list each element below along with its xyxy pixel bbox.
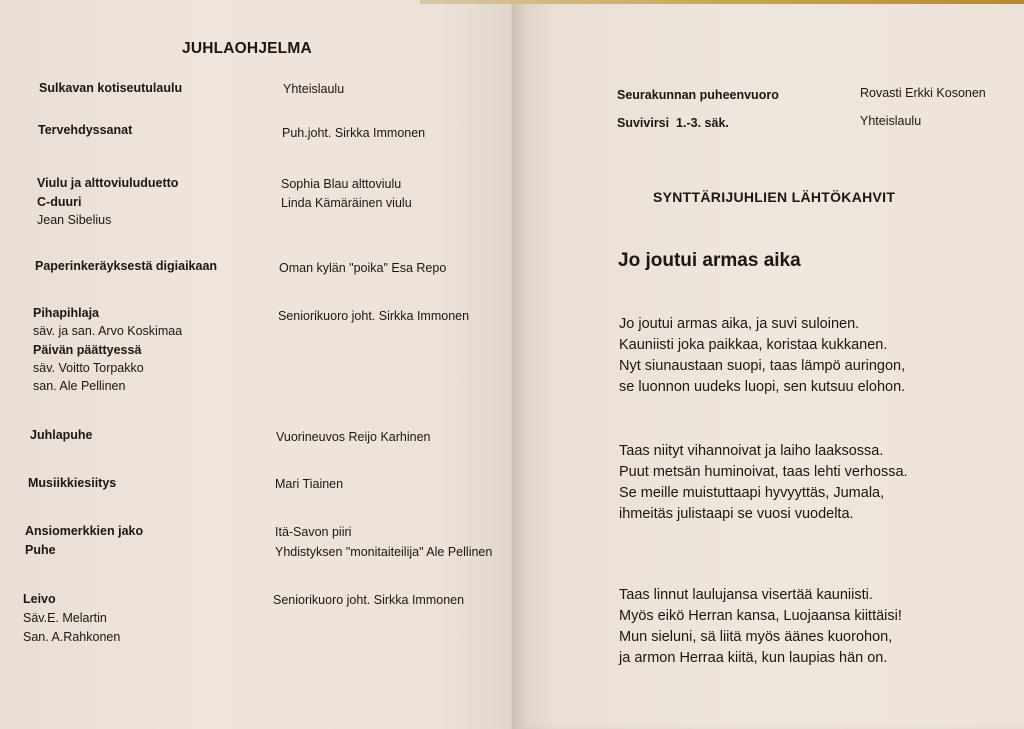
song-title: Jo joutui armas aika — [618, 250, 801, 271]
verse-line: ja armon Herraa kiitä, kun laupias hän on. — [619, 650, 888, 666]
program-item-name: Juhlapuhe — [30, 428, 93, 442]
program-item-name: Pihapihlaja — [33, 306, 99, 320]
program-item-name: Suvivirsi 1.-3. säk. — [617, 116, 729, 130]
program-item-name: Tervehdyssanat — [38, 123, 133, 137]
program-item-sub: san. Ale Pellinen — [33, 379, 126, 393]
program-item-performer: Vuorineuvos Reijo Karhinen — [276, 430, 431, 444]
program-item-name: Musiikkiesiitys — [28, 476, 117, 490]
verse-line: Kauniisti joka paikkaa, koristaa kukkanen. — [619, 337, 888, 353]
song-verse — [619, 441, 908, 525]
program-item-performer: Seniorikuoro joht. Sirkka Immonen — [278, 309, 470, 323]
program-item-performer: Itä-Savon piiri — [275, 525, 352, 539]
coffee-subtitle: SYNTTÄRIJUHLIEN LÄHTÖKAHVIT — [653, 189, 896, 205]
verse-line: Jo joutui armas aika, ja suvi suloinen. — [619, 316, 860, 332]
background-edge — [420, 0, 1024, 4]
verse-line: se luonnon uudeks luopi, sen kutsuu elohon. — [619, 379, 906, 395]
verse-line: ihmeitäs julistaapi se vuosi vuodelta. — [619, 506, 854, 522]
program-item-sub: säv. ja san. Arvo Koskimaa — [33, 324, 183, 338]
song-verse — [619, 585, 902, 669]
verse-line: Se meille muistuttaapi hyvyyttäs, Jumala, — [619, 485, 885, 501]
program-item-name: Leivo — [23, 592, 56, 606]
verse-line: Nyt siunaustaan suopi, taas lämpö auringon, — [619, 358, 906, 374]
verse-line: Taas linnut laulujansa visertää kauniisti. — [619, 587, 873, 603]
song-verse — [619, 314, 905, 398]
verse-line: Puut metsän huminoivat, taas lehti verhossa. — [619, 464, 908, 480]
program-item-performer: Puh.joht. Sirkka Immonen — [282, 126, 426, 140]
program-item-name: Sulkavan kotiseutulaulu — [39, 81, 183, 95]
program-item-performer: Linda Kämäräinen viulu — [281, 196, 412, 210]
program-item-sub: C-duuri — [37, 195, 82, 209]
program-item-performer: Oman kylän "poika" Esa Repo — [279, 261, 447, 275]
program-item-sub: Jean Sibelius — [37, 213, 112, 227]
program-item-name: Viulu ja alttoviuluduetto — [37, 176, 179, 190]
program-item-performer: Yhdistyksen "monitaiteilija" Ale Pellinen — [275, 545, 493, 559]
program-item-sub: Päivän päättyessä — [33, 343, 142, 357]
verse-line: Taas niityt vihannoivat ja laiho laaksossa. — [619, 443, 884, 459]
program-item-sub: Säv.E. Melartin — [23, 611, 107, 625]
program-item-performer: Mari Tiainen — [275, 477, 344, 491]
verse-line: Mun sieluni, sä liitä myös äänes kuorohon, — [619, 629, 893, 645]
program-item-sub: San. A.Rahkonen — [23, 630, 121, 644]
program-title: JUHLAOHJELMA — [182, 40, 312, 57]
program-item-performer: Seniorikuoro joht. Sirkka Immonen — [273, 593, 465, 607]
program-item-performer: Rovasti Erkki Kosonen — [860, 86, 986, 100]
verse-line: Myös eikö Herran kansa, Luojaansa kiittäisi! — [619, 608, 902, 624]
program-item-sub: säv. Voitto Torpakko — [33, 361, 144, 375]
program-item-name: Seurakunnan puheenvuoro — [617, 88, 779, 102]
program-item-sub: Puhe — [25, 543, 56, 557]
program-item-performer: Sophia Blau alttoviulu — [281, 177, 402, 191]
program-item-performer: Yhteislaulu — [283, 82, 345, 96]
program-item-name: Ansiomerkkien jako — [25, 524, 144, 538]
page-fold — [511, 0, 515, 729]
program-item-performer: Yhteislaulu — [860, 114, 922, 128]
program-item-name: Paperinkeräyksestä digiaikaan — [35, 259, 218, 273]
